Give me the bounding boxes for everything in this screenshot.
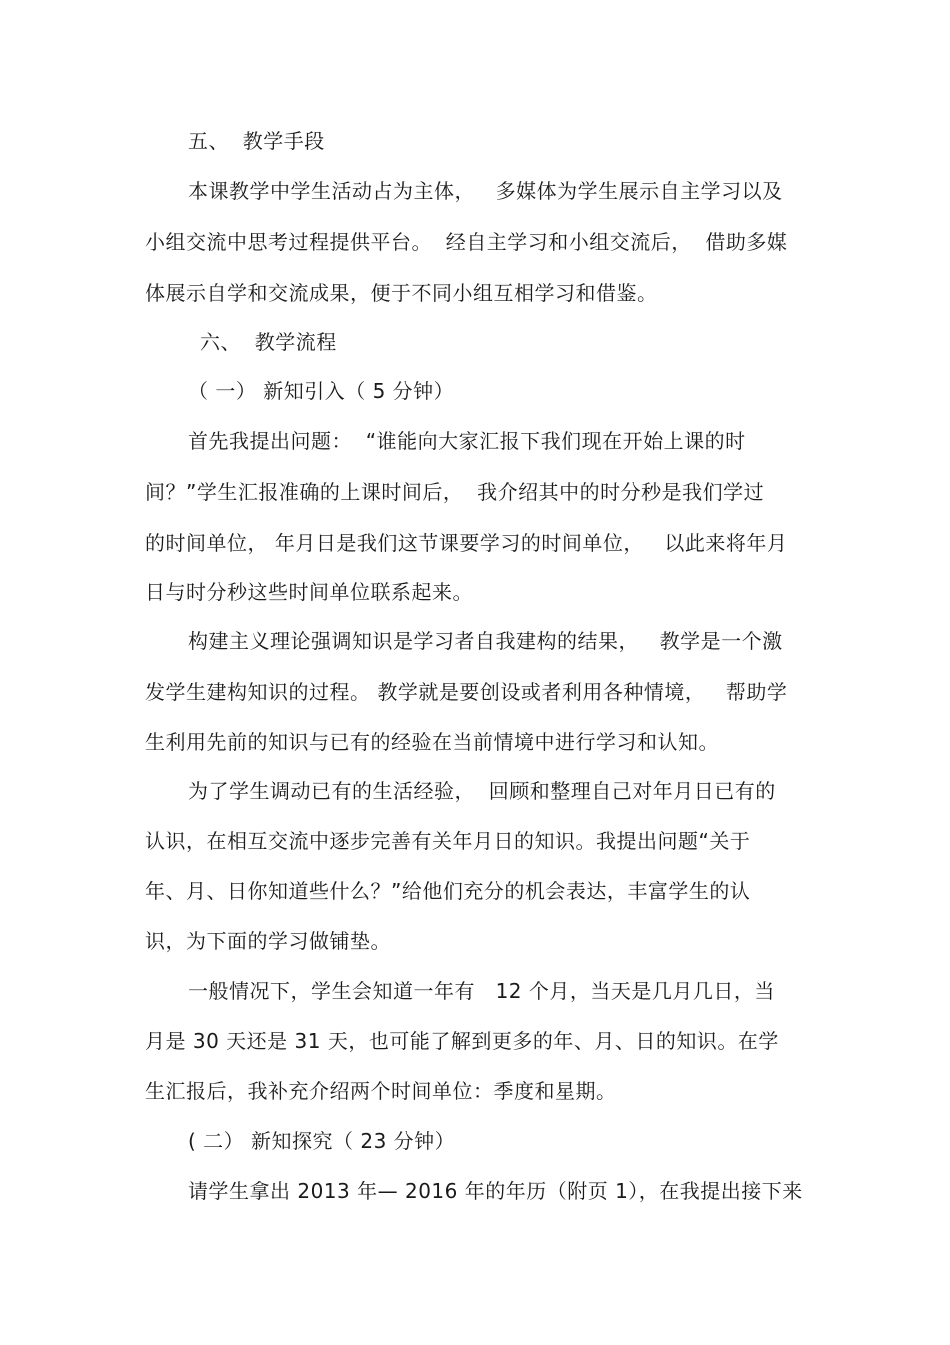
section-heading-teaching-process: 六、 教学流程 bbox=[200, 330, 337, 354]
subsection-heading-introduction: （ 一） 新知引入（ 5 分钟） bbox=[188, 379, 455, 403]
paragraph-line: 间？”学生汇报准确的上课时间后， 我介绍其中的时分秒是我们学过 bbox=[145, 480, 765, 504]
paragraph-line: 体展示自学和交流成果，便于不同小组互相学习和借鉴。 bbox=[145, 281, 658, 305]
paragraph-line: 一般情况下，学生会知道一年有 12 个月，当天是几月几日，当 bbox=[188, 979, 775, 1003]
paragraph-line: 的时间单位， 年月日是我们这节课要学习的时间单位， 以此来将年月 bbox=[145, 531, 788, 555]
paragraph-line: 月是 30 天还是 31 天，也可能了解到更多的年、月、日的知识。在学 bbox=[145, 1029, 779, 1053]
paragraph-line: 识，为下面的学习做铺垫。 bbox=[145, 929, 391, 953]
subsection-heading-exploration: ( 二） 新知探究（ 23 分钟） bbox=[188, 1129, 456, 1153]
paragraph-line: 生汇报后，我补充介绍两个时间单位：季度和星期。 bbox=[145, 1079, 617, 1103]
paragraph-line: 生利用先前的知识与已有的经验在当前情境中进行学习和认知。 bbox=[145, 730, 719, 754]
paragraph-line: 本课教学中学生活动占为主体， 多媒体为学生展示自主学习以及 bbox=[188, 179, 783, 203]
paragraph-line: 请学生拿出 2013 年— 2016 年的年历（附页 1），在我提出接下来 bbox=[188, 1179, 803, 1203]
section-heading-teaching-means: 五、 教学手段 bbox=[188, 129, 325, 153]
paragraph-line: 构建主义理论强调知识是学习者自我建构的结果， 教学是一个激 bbox=[188, 629, 783, 653]
paragraph-line: 发学生建构知识的过程。 教学就是要创设或者利用各种情境， 帮助学 bbox=[145, 680, 788, 704]
paragraph-line: 小组交流中思考过程提供平台。 经自主学习和小组交流后， 借助多媒 bbox=[145, 230, 788, 254]
paragraph-line: 为了学生调动已有的生活经验， 回顾和整理自己对年月日已有的 bbox=[188, 779, 776, 803]
paragraph-line: 首先我提出问题： “谁能向大家汇报下我们现在开始上课的时 bbox=[188, 429, 746, 453]
paragraph-line: 年、月、日你知道些什么？”给他们充分的机会表达，丰富学生的认 bbox=[145, 879, 751, 903]
paragraph-line: 认识，在相互交流中逐步完善有关年月日的知识。我提出问题“关于 bbox=[145, 829, 751, 853]
paragraph-line: 日与时分秒这些时间单位联系起来。 bbox=[145, 580, 473, 604]
